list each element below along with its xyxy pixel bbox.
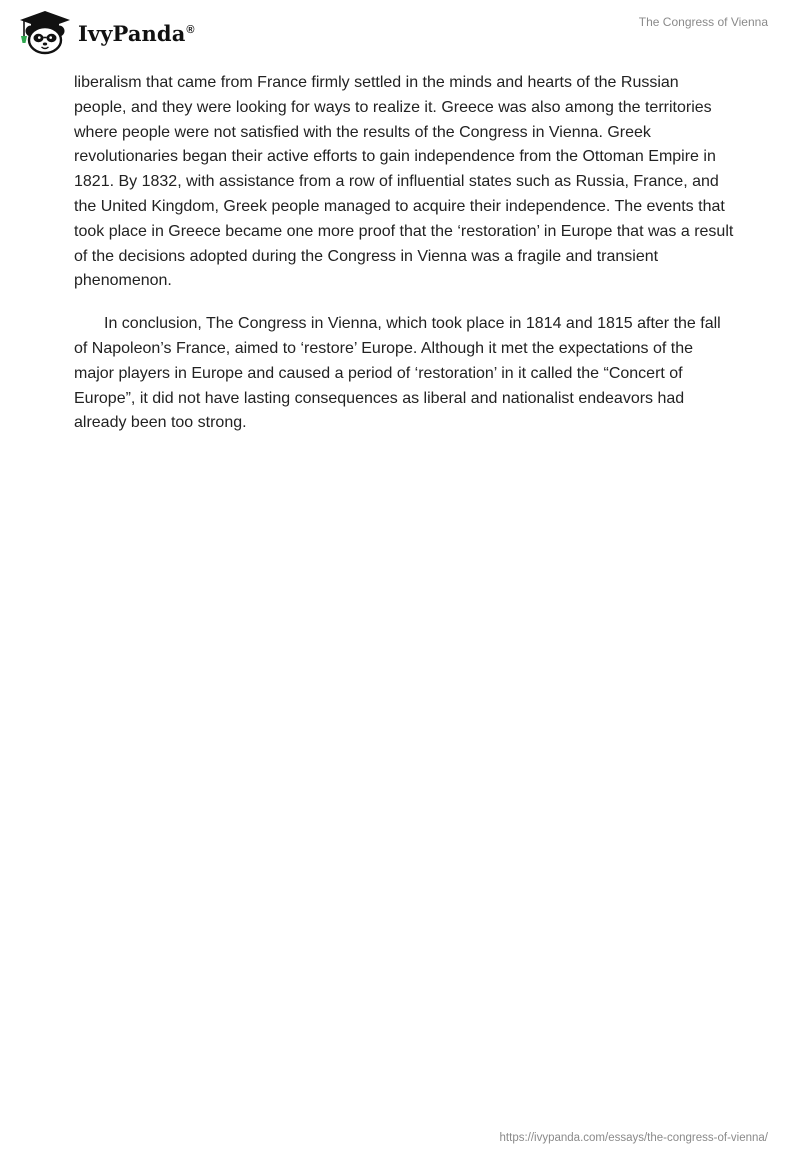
ivypanda-logo[interactable]: [16, 9, 195, 55]
paragraph-conclusion: In conclusion, The Congress in Vienna, which took place in 1814 and 1815 after the fall of Napoleon’s France, aimed to ‘restore’ Europe. Although it met the expectations of the major players in Europe and caused a period of ‘restoration’ in it called the “Concert of Europe”, it did not have lasting consequences as liberal and nationalist endeavors had already been too strong.: [74, 315, 721, 432]
page-header: [0, 0, 800, 70]
panda-graduate-icon: [16, 9, 74, 55]
paragraph-continued: liberalism that came from France firmly settled in the minds and hearts of the Russian people, and they were looking for ways to realize it. Greece was also among the territories where people were not satisfied with the results of the Congress in Vienna. Greek revolutionaries began their active efforts to gain independence from the Ottoman Empire in 1821. By 1832, with assistance from a row of influential states such as Russia, France, and the United Kingdom, Greek people managed to acquire their independence. The events that took place in Greece became one more proof that the ‘restoration’ in Europe that was a result of the decisions adopted during the Congress in Vienna was a fragile and transient phenomenon.: [74, 74, 734, 290]
source-url[interactable]: https://ivypanda.com/essays/the-congress-of-vienna/: [499, 1132, 768, 1144]
registered-mark: ®: [186, 23, 195, 36]
essay-body: [74, 71, 734, 454]
running-title: The Congress of Vienna: [638, 15, 768, 29]
brand-name: IvyPanda®: [78, 20, 195, 46]
